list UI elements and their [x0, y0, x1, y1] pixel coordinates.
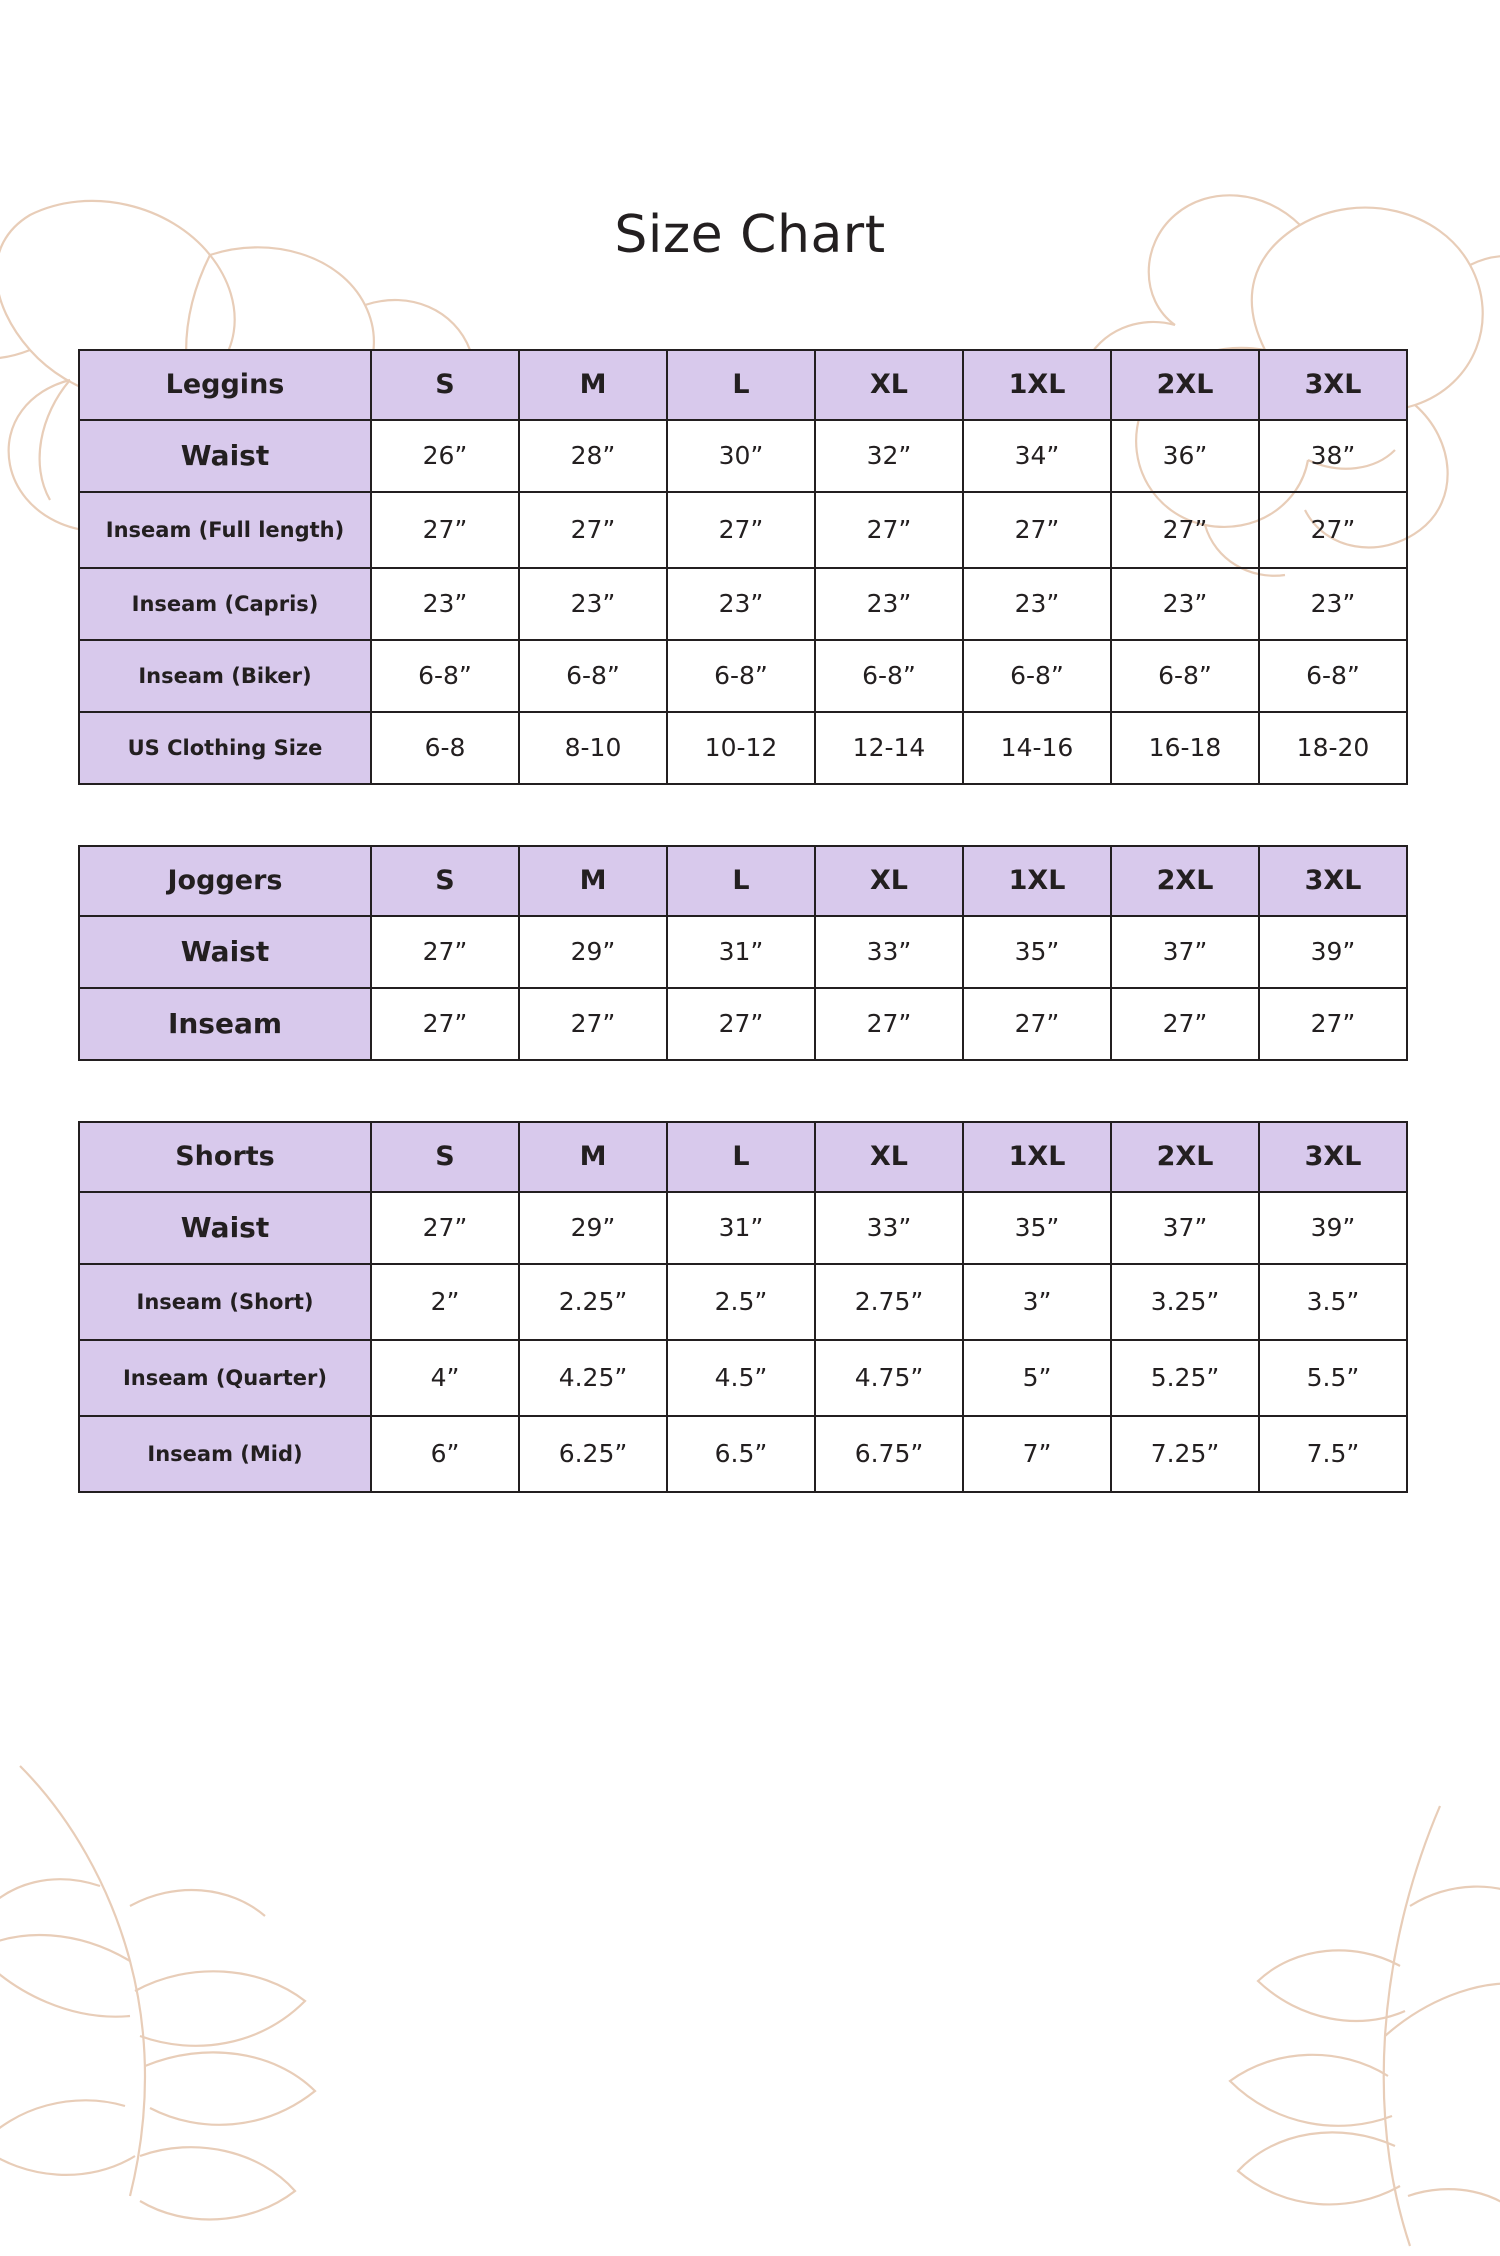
table-row — [79, 712, 1407, 784]
table-cell: 23” — [667, 568, 815, 640]
table-cell: 27” — [815, 492, 963, 568]
row-label: Inseam (Quarter) — [79, 1340, 371, 1416]
table-cell: 23” — [1111, 568, 1259, 640]
table-cell: 6-8” — [963, 640, 1111, 712]
table-cell: 6-8” — [667, 640, 815, 712]
page-title: Size Chart — [614, 205, 886, 265]
table-cell: 29” — [519, 916, 667, 988]
table-cell: 10-12 — [667, 712, 815, 784]
table-cell: 27” — [1259, 988, 1407, 1060]
table-cell: 5.25” — [1111, 1340, 1259, 1416]
table-row — [79, 420, 1407, 492]
row-label: Inseam — [79, 988, 371, 1060]
leaf-decoration-bottom-left — [0, 1736, 520, 2236]
leggins-table-container — [78, 349, 1422, 785]
table-cell: 6” — [371, 1416, 519, 1492]
table-row — [79, 1340, 1407, 1416]
table-cell: 23” — [815, 568, 963, 640]
table-cell: 6.75” — [815, 1416, 963, 1492]
table-cell: 31” — [667, 1192, 815, 1264]
header-cell-3xl: 3XL — [1259, 1122, 1407, 1192]
table-cell: 2.75” — [815, 1264, 963, 1340]
row-label: Waist — [79, 1192, 371, 1264]
table-cell: 27” — [371, 916, 519, 988]
table-header-row — [79, 350, 1407, 420]
header-cell-l: L — [667, 350, 815, 420]
table-cell: 6-8” — [371, 640, 519, 712]
size-chart-page — [0, 205, 1500, 2196]
table-row — [79, 1192, 1407, 1264]
table-cell: 6-8” — [1111, 640, 1259, 712]
table-cell: 5.5” — [1259, 1340, 1407, 1416]
table-row — [79, 988, 1407, 1060]
table-cell: 7.25” — [1111, 1416, 1259, 1492]
header-cell-3xl: 3XL — [1259, 350, 1407, 420]
table-cell: 6.25” — [519, 1416, 667, 1492]
table-cell: 39” — [1259, 1192, 1407, 1264]
table-cell: 38” — [1259, 420, 1407, 492]
header-cell-s: S — [371, 846, 519, 916]
table-cell: 6-8” — [519, 640, 667, 712]
table-header-row — [79, 846, 1407, 916]
table-cell: 7.5” — [1259, 1416, 1407, 1492]
table-cell: 34” — [963, 420, 1111, 492]
table-row — [79, 1416, 1407, 1492]
row-label: Inseam (Capris) — [79, 568, 371, 640]
leaf-decoration-bottom-right — [1010, 1786, 1500, 2256]
header-cell-l: L — [667, 846, 815, 916]
header-cell-s: S — [371, 350, 519, 420]
table-cell: 4” — [371, 1340, 519, 1416]
header-cell-xl: XL — [815, 350, 963, 420]
header-cell-category: Shorts — [79, 1122, 371, 1192]
table-cell: 27” — [667, 492, 815, 568]
joggers-table — [78, 845, 1408, 1061]
header-cell-3xl: 3XL — [1259, 846, 1407, 916]
table-cell: 27” — [1259, 492, 1407, 568]
shorts-table-container — [78, 1121, 1422, 1493]
table-cell: 4.75” — [815, 1340, 963, 1416]
table-header-row — [79, 1122, 1407, 1192]
row-label: Inseam (Full length) — [79, 492, 371, 568]
table-cell: 32” — [815, 420, 963, 492]
table-cell: 23” — [519, 568, 667, 640]
table-cell: 26” — [371, 420, 519, 492]
table-cell: 4.5” — [667, 1340, 815, 1416]
row-label: Inseam (Short) — [79, 1264, 371, 1340]
row-label: US Clothing Size — [79, 712, 371, 784]
table-cell: 23” — [1259, 568, 1407, 640]
table-cell: 27” — [667, 988, 815, 1060]
table-cell: 14-16 — [963, 712, 1111, 784]
table-cell: 39” — [1259, 916, 1407, 988]
table-cell: 28” — [519, 420, 667, 492]
table-cell: 27” — [963, 988, 1111, 1060]
header-cell-m: M — [519, 1122, 667, 1192]
table-cell: 35” — [963, 1192, 1111, 1264]
table-cell: 5” — [963, 1340, 1111, 1416]
table-row — [79, 916, 1407, 988]
header-cell-1xl: 1XL — [963, 350, 1111, 420]
table-cell: 2” — [371, 1264, 519, 1340]
row-label: Inseam (Biker) — [79, 640, 371, 712]
table-cell: 6-8” — [815, 640, 963, 712]
table-cell: 6-8” — [1259, 640, 1407, 712]
table-cell: 31” — [667, 916, 815, 988]
table-cell: 23” — [371, 568, 519, 640]
table-cell: 6.5” — [667, 1416, 815, 1492]
header-cell-1xl: 1XL — [963, 1122, 1111, 1192]
header-cell-2xl: 2XL — [1111, 846, 1259, 916]
table-cell: 3” — [963, 1264, 1111, 1340]
table-cell: 27” — [1111, 492, 1259, 568]
table-cell: 27” — [519, 988, 667, 1060]
table-cell: 27” — [371, 988, 519, 1060]
table-cell: 35” — [963, 916, 1111, 988]
row-label: Waist — [79, 420, 371, 492]
table-cell: 2.25” — [519, 1264, 667, 1340]
table-cell: 3.25” — [1111, 1264, 1259, 1340]
joggers-table-container — [78, 845, 1422, 1061]
row-label: Waist — [79, 916, 371, 988]
row-label: Inseam (Mid) — [79, 1416, 371, 1492]
table-cell: 27” — [371, 1192, 519, 1264]
header-cell-s: S — [371, 1122, 519, 1192]
table-cell: 4.25” — [519, 1340, 667, 1416]
table-cell: 12-14 — [815, 712, 963, 784]
table-cell: 16-18 — [1111, 712, 1259, 784]
table-cell: 33” — [815, 916, 963, 988]
header-cell-category: Joggers — [79, 846, 371, 916]
header-cell-xl: XL — [815, 846, 963, 916]
table-cell: 27” — [371, 492, 519, 568]
table-row — [79, 492, 1407, 568]
header-cell-category: Leggins — [79, 350, 371, 420]
table-cell: 6-8 — [371, 712, 519, 784]
table-cell: 27” — [519, 492, 667, 568]
header-cell-2xl: 2XL — [1111, 350, 1259, 420]
table-cell: 33” — [815, 1192, 963, 1264]
table-row — [79, 568, 1407, 640]
table-cell: 7” — [963, 1416, 1111, 1492]
table-cell: 37” — [1111, 1192, 1259, 1264]
leggins-table — [78, 349, 1408, 785]
table-cell: 27” — [1111, 988, 1259, 1060]
table-cell: 8-10 — [519, 712, 667, 784]
table-cell: 29” — [519, 1192, 667, 1264]
shorts-table — [78, 1121, 1408, 1493]
table-row — [79, 640, 1407, 712]
table-cell: 18-20 — [1259, 712, 1407, 784]
header-cell-2xl: 2XL — [1111, 1122, 1259, 1192]
table-cell: 27” — [963, 492, 1111, 568]
table-cell: 37” — [1111, 916, 1259, 988]
table-cell: 23” — [963, 568, 1111, 640]
header-cell-l: L — [667, 1122, 815, 1192]
table-cell: 2.5” — [667, 1264, 815, 1340]
table-cell: 27” — [815, 988, 963, 1060]
table-cell: 30” — [667, 420, 815, 492]
header-cell-m: M — [519, 846, 667, 916]
header-cell-1xl: 1XL — [963, 846, 1111, 916]
header-cell-m: M — [519, 350, 667, 420]
header-cell-xl: XL — [815, 1122, 963, 1192]
table-cell: 3.5” — [1259, 1264, 1407, 1340]
table-cell: 36” — [1111, 420, 1259, 492]
table-row — [79, 1264, 1407, 1340]
